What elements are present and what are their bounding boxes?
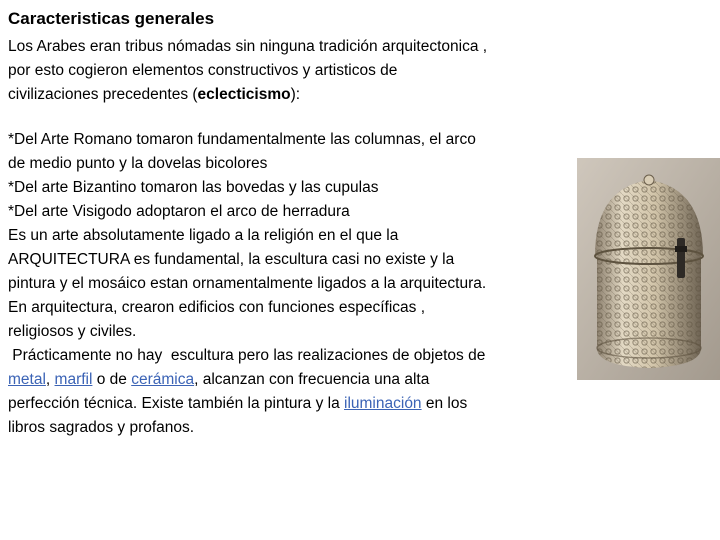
body-line xyxy=(8,368,576,392)
link-ceramica[interactable]: cerámica xyxy=(131,371,195,388)
body-line: Prácticamente no hay escultura pero las realizaciones de objetos de xyxy=(8,347,486,364)
body-line: En arquitectura, crearon edificios con funciones específicas , xyxy=(8,299,426,316)
link-metal[interactable]: metal xyxy=(8,371,46,388)
intro-text: ): xyxy=(290,86,301,103)
ivory-pyxis-photo xyxy=(577,158,720,380)
pyxis-illustration xyxy=(577,158,720,380)
slide-title: Caracteristicas generales xyxy=(8,9,215,28)
body-line: *Del Arte Romano tomaron fundamentalmente las columnas, el arco xyxy=(8,131,476,148)
body-text: perfección técnica. Existe también la pintura y la xyxy=(8,395,345,412)
link-iluminacion[interactable]: iluminación xyxy=(344,395,422,412)
intro-line xyxy=(8,83,576,107)
body-line: ARQUITECTURA es fundamental, la escultura casi no existe y la xyxy=(8,251,455,268)
body-line: de medio punto y la dovelas bicolores xyxy=(8,155,268,172)
intro-paragraph xyxy=(8,35,576,107)
body-line: Es un arte absolutamente ligado a la religión en el que la xyxy=(8,227,399,244)
eclecticismo-term: eclecticismo xyxy=(197,86,291,103)
body-line: *Del arte Visigodo adoptaron el arco de herradura xyxy=(8,203,350,220)
body-line: pintura y el mosáico estan ornamentalmente ligados a la arquitectura. xyxy=(8,275,487,292)
intro-line: Los Arabes eran tribus nómadas sin ninguna tradición arquitectonica , xyxy=(8,38,488,55)
intro-line: por esto cogieron elementos constructivos y artisticos de xyxy=(8,62,398,79)
body-text: , xyxy=(45,371,55,388)
body-text: en los xyxy=(421,395,468,412)
body-line: libros sagrados y profanos. xyxy=(8,419,195,436)
body-line: *Del arte Bizantino tomaron las bovedas y las cupulas xyxy=(8,179,379,196)
body-text: o de xyxy=(92,371,132,388)
body-line: religiosos y civiles. xyxy=(8,323,137,340)
body-text: , alcanzan con frecuencia una alta xyxy=(194,371,430,388)
body-paragraph xyxy=(8,128,576,440)
body-line xyxy=(8,392,576,416)
intro-text: civilizaciones precedentes ( xyxy=(8,86,198,103)
link-marfil[interactable]: marfil xyxy=(54,371,93,388)
